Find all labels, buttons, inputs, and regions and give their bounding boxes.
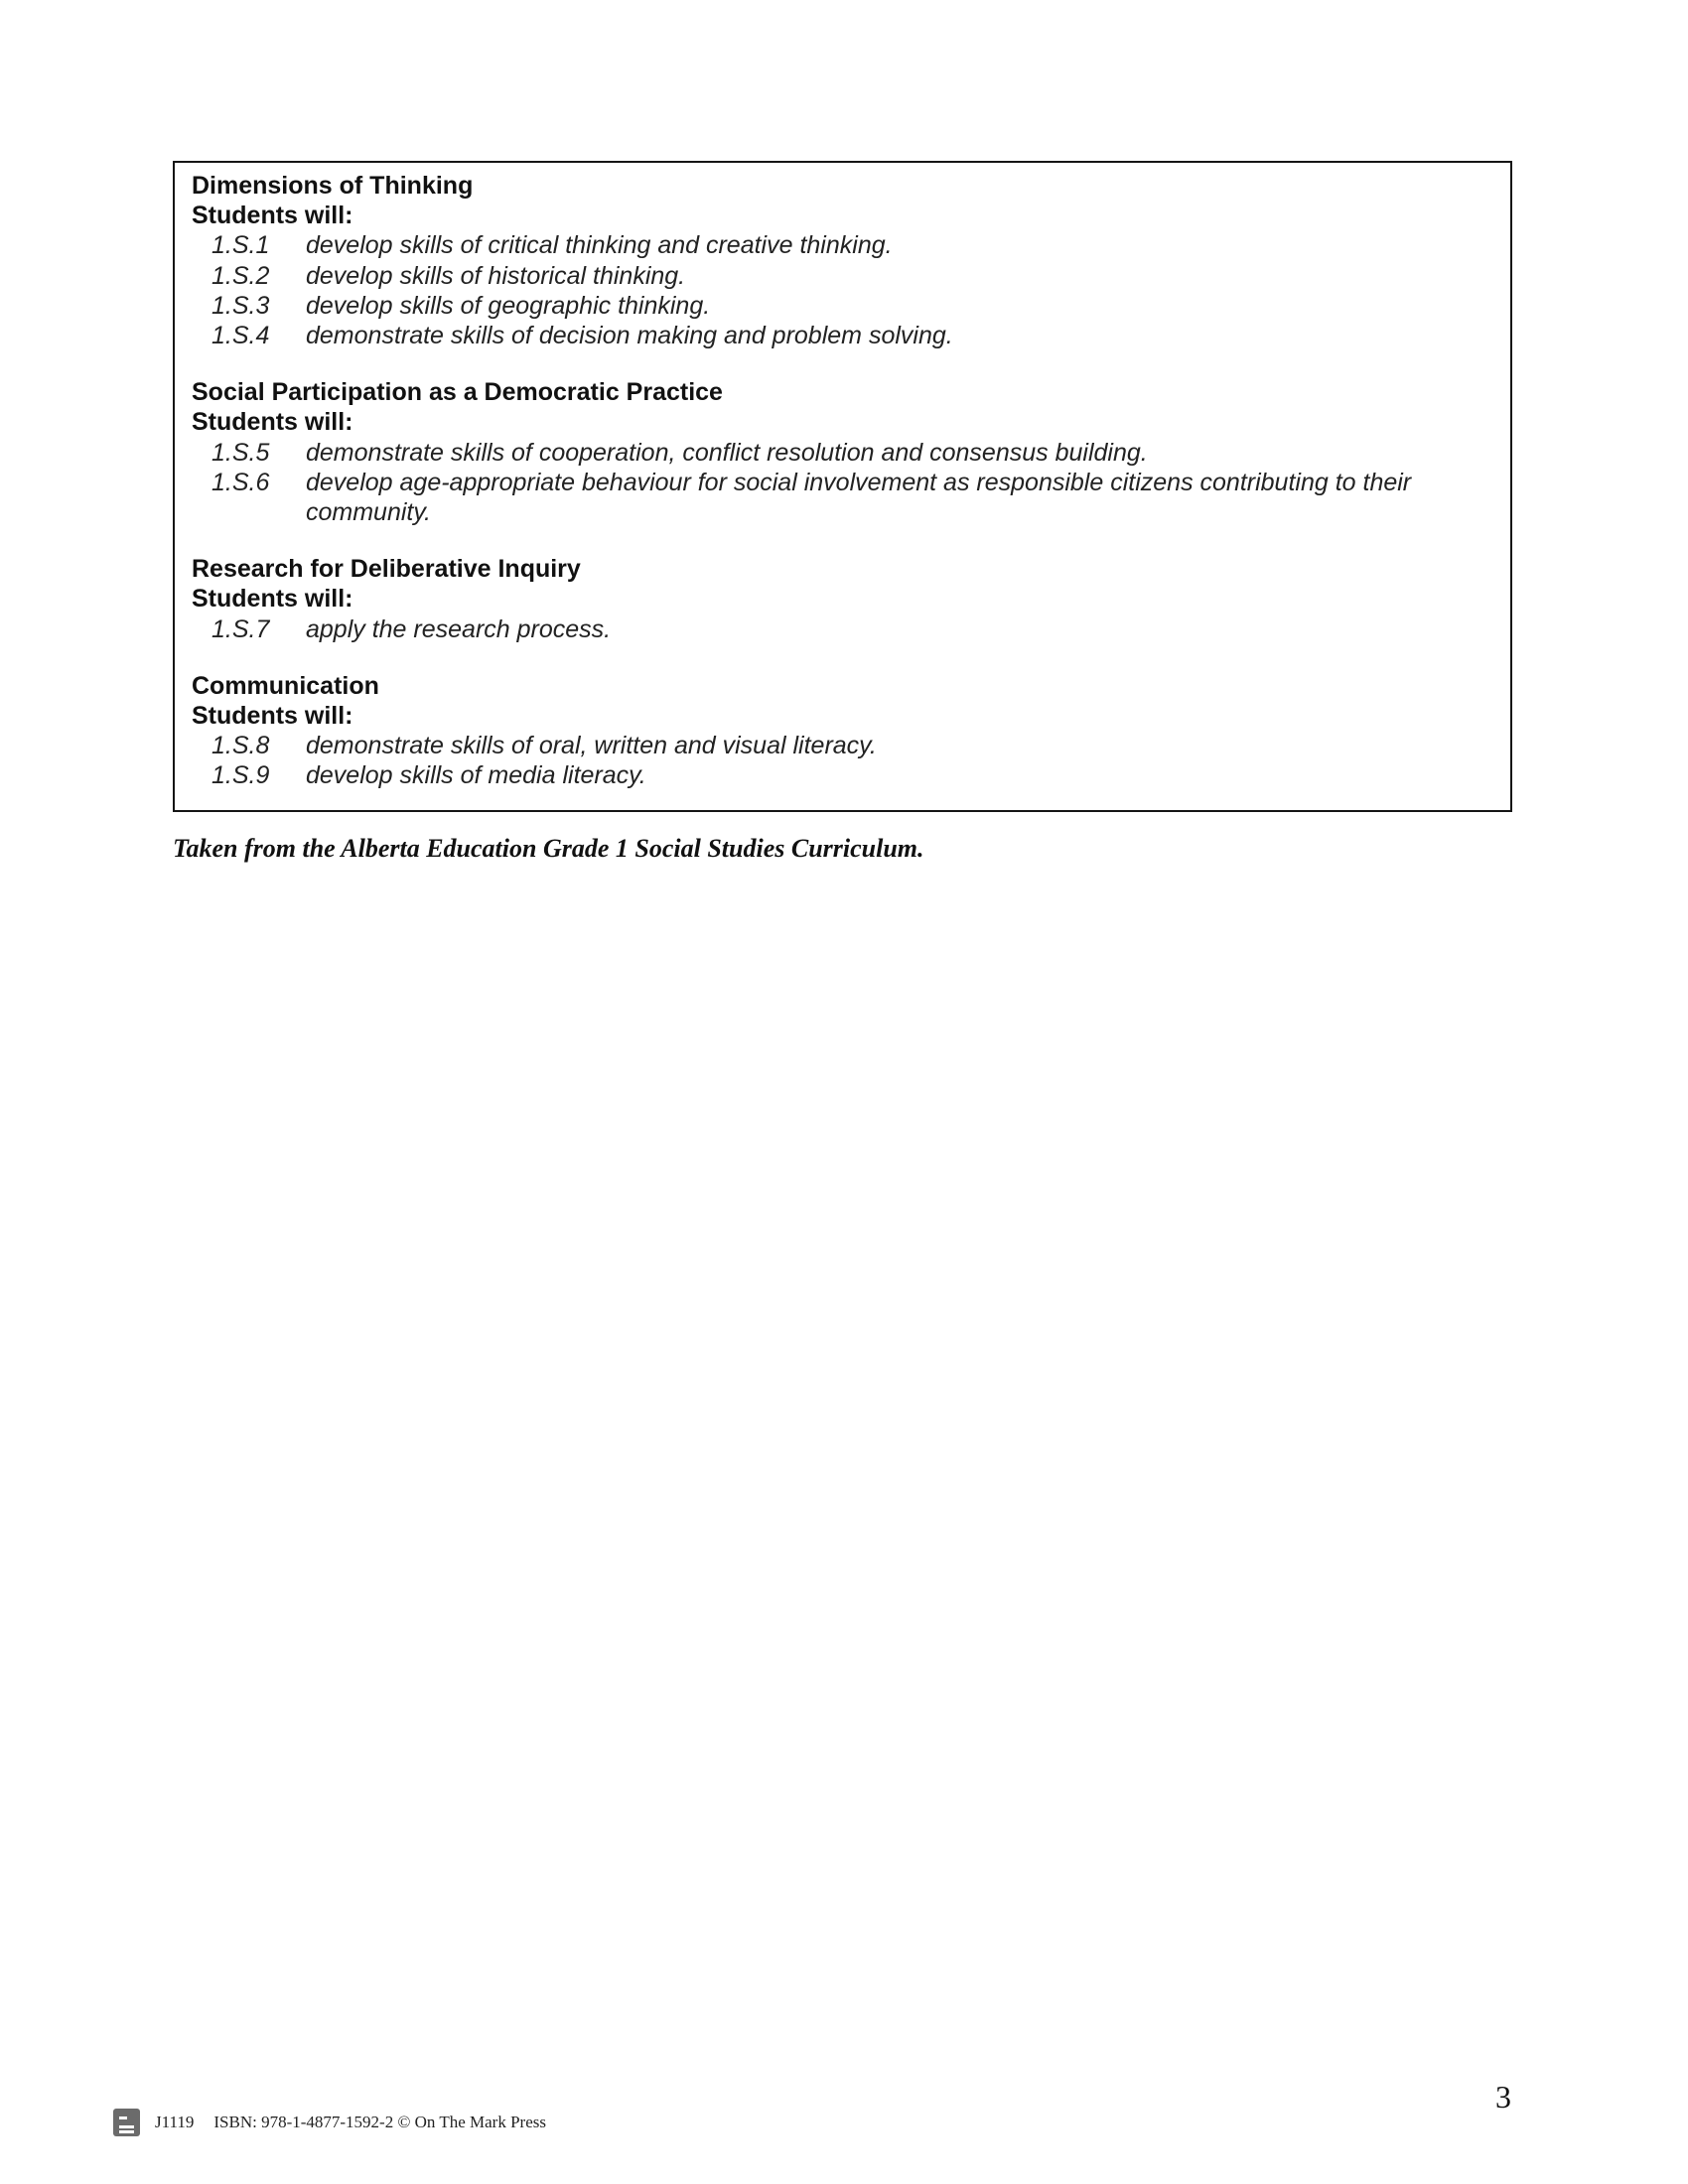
section-lead: Students will: bbox=[192, 585, 353, 614]
section-lead: Students will: bbox=[192, 408, 353, 437]
outcome-text: develop skills of historical thinking. bbox=[306, 261, 686, 290]
section-lead: Students will: bbox=[192, 702, 353, 731]
outcome-item bbox=[192, 261, 1493, 291]
outcome-code: 1.S.2 bbox=[211, 261, 270, 290]
section-title: Social Participation as a Democratic Practice bbox=[192, 378, 723, 407]
outcome-text: develop skills of media literacy. bbox=[306, 761, 646, 790]
section-communication bbox=[192, 671, 1493, 791]
outcome-item bbox=[192, 760, 1493, 790]
section-title: Dimensions of Thinking bbox=[192, 172, 474, 200]
outcome-item bbox=[192, 230, 1493, 260]
outcome-text: develop skills of critical thinking and creative thinking. bbox=[306, 231, 893, 260]
outcome-code: 1.S.9 bbox=[211, 761, 270, 790]
product-code: J1119 bbox=[155, 2113, 195, 2131]
publisher-logo-icon bbox=[113, 2109, 140, 2136]
footer bbox=[113, 2109, 546, 2136]
outcome-text: demonstrate skills of oral, written and visual literacy. bbox=[306, 732, 877, 760]
section-research bbox=[192, 554, 1493, 644]
outcome-item bbox=[192, 731, 1493, 760]
source-caption: Taken from the Alberta Education Grade 1 Social Studies Curriculum. bbox=[173, 834, 924, 863]
outcomes-box bbox=[173, 161, 1512, 812]
outcome-item bbox=[192, 321, 1493, 350]
outcome-code: 1.S.1 bbox=[211, 231, 270, 260]
outcome-item bbox=[192, 614, 1493, 644]
outcome-code: 1.S.5 bbox=[211, 438, 270, 467]
outcome-item bbox=[192, 438, 1493, 468]
outcome-item bbox=[192, 468, 1493, 527]
section-dimensions-of-thinking bbox=[192, 171, 1493, 350]
outcome-code: 1.S.8 bbox=[211, 732, 270, 760]
section-title: Communication bbox=[192, 671, 379, 700]
outcome-text: develop age-appropriate behaviour for social involvement as responsible citizens contributing to their community. bbox=[306, 468, 1412, 527]
isbn-copyright: ISBN: 978-1-4877-1592-2 © On The Mark Press bbox=[213, 2113, 546, 2131]
outcome-code: 1.S.6 bbox=[211, 468, 270, 496]
outcome-text: develop skills of geographic thinking. bbox=[306, 291, 711, 320]
outcome-code: 1.S.3 bbox=[211, 291, 270, 320]
outcome-text: demonstrate skills of decision making and problem solving. bbox=[306, 322, 953, 350]
outcome-text: demonstrate skills of cooperation, conflict resolution and consensus building. bbox=[306, 438, 1148, 467]
outcome-item bbox=[192, 291, 1493, 321]
section-lead: Students will: bbox=[192, 202, 353, 230]
outcome-code: 1.S.4 bbox=[211, 322, 270, 350]
section-social-participation bbox=[192, 377, 1493, 527]
page-number: 3 bbox=[1495, 2079, 1511, 2115]
outcome-code: 1.S.7 bbox=[211, 614, 270, 643]
section-title: Research for Deliberative Inquiry bbox=[192, 555, 581, 584]
outcome-text: apply the research process. bbox=[306, 614, 612, 643]
